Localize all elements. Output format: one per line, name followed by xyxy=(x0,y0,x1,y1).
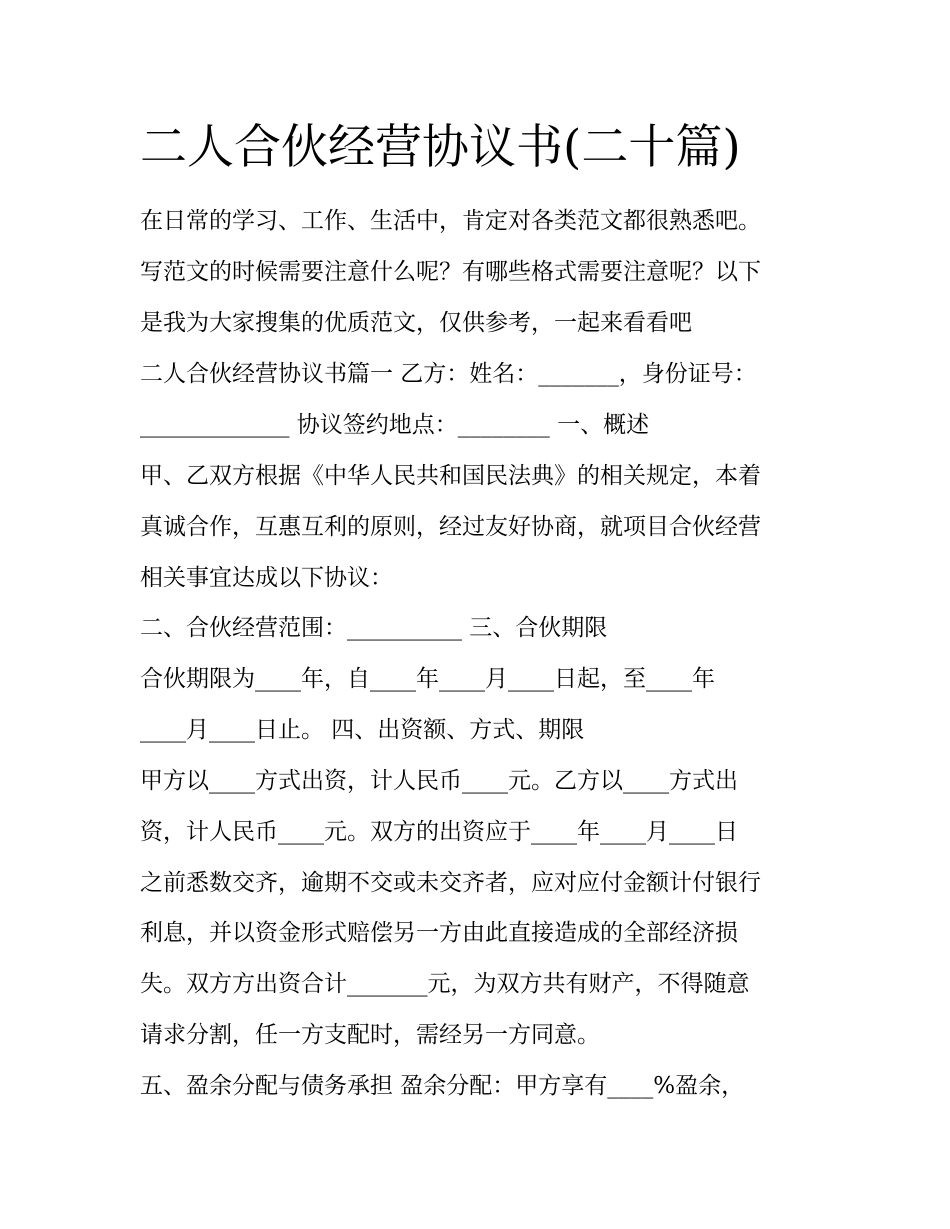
body-line: 甲、乙双方根据《中华人民共和国民法典》的相关规定，本着 xyxy=(140,463,761,489)
body-line: ____月____日止。 四、出资额、方式、期限 xyxy=(140,717,585,743)
body-line: 真诚合作，互惠互利的原则，经过友好协商，就项目合伙经营 xyxy=(140,514,761,540)
body-line: 之前悉数交齐，逾期不交或未交齐者，应对应付金额计付银行 xyxy=(140,870,761,896)
document-title: 二人合伙经营协议书(二十篇) xyxy=(140,120,741,175)
body-line: 合伙期限为____年，自____年____月____日起，至____年 xyxy=(140,666,715,692)
body-line: 二、合伙经营范围：__________ 三、合伙期限 xyxy=(140,615,608,641)
body-line: 在日常的学习、工作、生活中，肯定对各类范文都很熟悉吧。 xyxy=(140,208,761,234)
body-line: 是我为大家搜集的优质范文，仅供参考，一起来看看吧 xyxy=(140,310,692,336)
body-line: 利息，并以资金形式赔偿另一方由此直接造成的全部经济损 xyxy=(140,920,738,946)
body-line: 相关事宜达成以下协议： xyxy=(140,565,393,591)
body-line: 请求分割，任一方支配时，需经另一方同意。 xyxy=(140,1022,600,1048)
body-line: 写范文的时候需要注意什么呢？有哪些格式需要注意呢？以下 xyxy=(140,259,761,285)
body-line: 资，计人民币____元。双方的出资应于____年____月____日 xyxy=(140,819,738,845)
body-line: 失。双方方出资合计_______元，为双方共有财产，不得随意 xyxy=(140,971,750,997)
body-line: 甲方以____方式出资，计人民币____元。乙方以____方式出 xyxy=(140,768,738,794)
body-line: _____________ 协议签约地点：________ 一、概述 xyxy=(140,412,650,438)
body-line: 五、盈余分配与债务承担 盈余分配：甲方享有____%盈余， xyxy=(140,1073,745,1099)
body-line: 二人合伙经营协议书篇一 乙方：姓名：_______，身份证号： xyxy=(140,361,757,387)
